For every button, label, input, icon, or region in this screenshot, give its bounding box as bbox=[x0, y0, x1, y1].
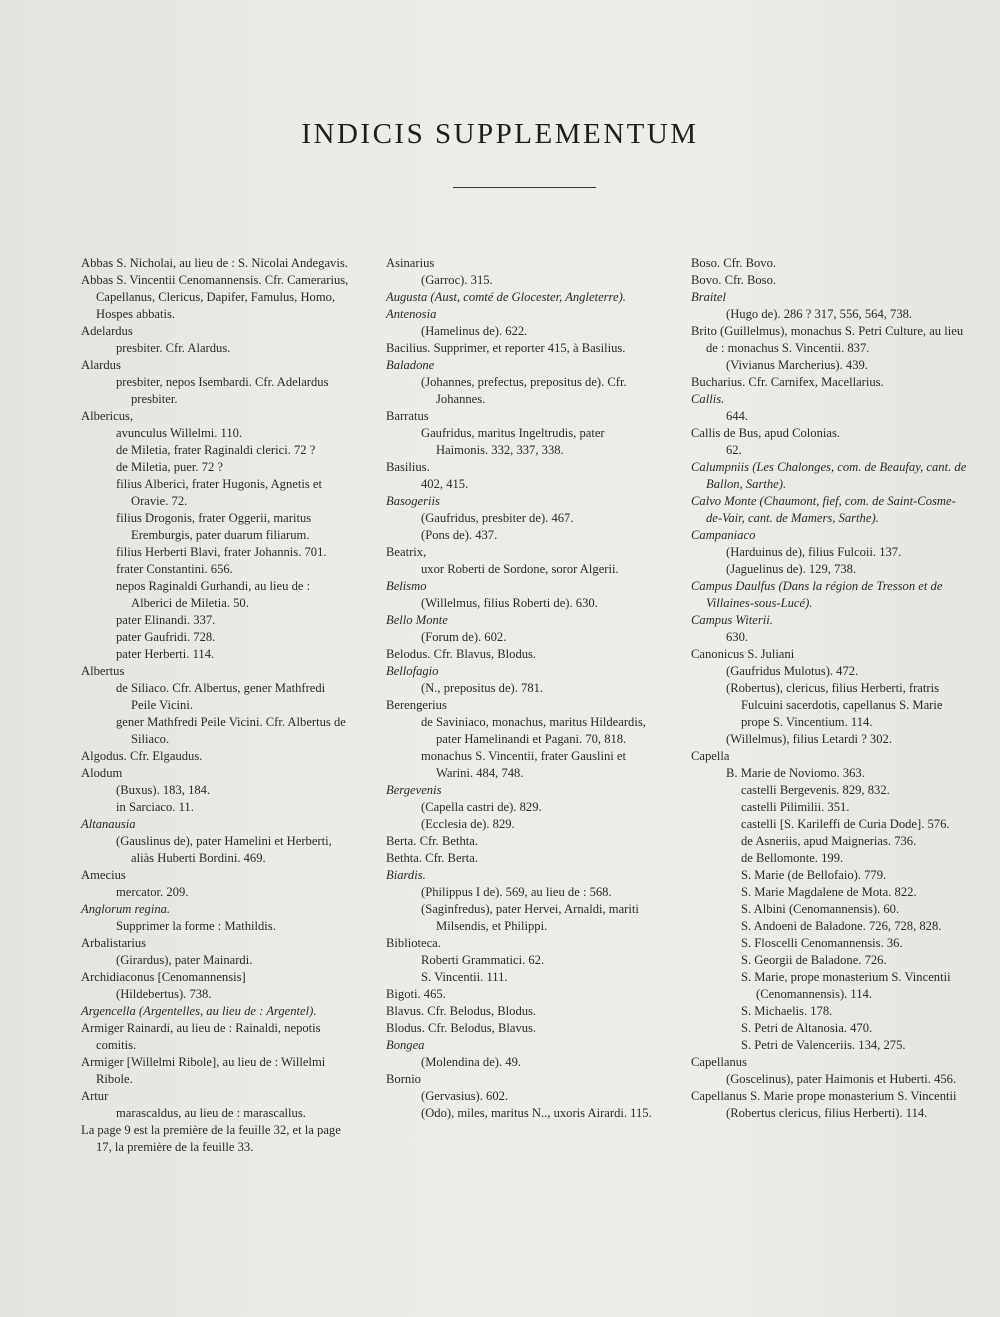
index-subentry: S. Georgii de Baladone. 726. bbox=[741, 953, 887, 967]
index-headword: Albericus, bbox=[81, 409, 134, 423]
index-subentry: S. Petri de Altanosia. 470. bbox=[741, 1021, 873, 1035]
index-subentry: de Siliaco. Cfr. Albertus, gener Mathfredi Peile Vicini. bbox=[116, 681, 326, 712]
index-subentry: monachus S. Vincentii, frater Gauslini et Warini. 484, 748. bbox=[421, 749, 627, 780]
index-subentry: (Hugo de). 286 ? 317, 556, 564, 738. bbox=[726, 307, 913, 321]
index-subentry: (Johannes, prefectus, prepositus de). Cfr. Johannes. bbox=[421, 375, 627, 406]
index-headword: Bigoti. 465. bbox=[386, 987, 446, 1001]
index-subentry: de Bellomonte. 199. bbox=[741, 851, 844, 865]
index-subentry: (Ecclesia de). 829. bbox=[421, 817, 515, 831]
index-subentry: presbiter. Cfr. Alardus. bbox=[116, 341, 231, 355]
index-subentry: S. Petri de Valenceriis. 134, 275. bbox=[741, 1038, 906, 1052]
index-headword: Bethta. Cfr. Berta. bbox=[386, 851, 478, 865]
index-subentry: 62. bbox=[726, 443, 742, 457]
index-headword: Bello Monte bbox=[386, 613, 448, 627]
index-subentry: (Gaufridus, presbiter de). 467. bbox=[421, 511, 574, 525]
index-subentry: frater Constantini. 656. bbox=[116, 562, 233, 576]
index-headword: Arbalistarius bbox=[81, 936, 147, 950]
index-subentry: gener Mathfredi Peile Vicini. Cfr. Albertus de Siliaco. bbox=[116, 715, 346, 746]
index-headword: Boso. Cfr. Bovo. bbox=[691, 256, 777, 270]
page-title: INDICIS SUPPLEMENTUM bbox=[301, 118, 699, 150]
index-headword: Bellofagio bbox=[386, 664, 439, 678]
index-headword: Calumpniis (Les Chalonges, com. de Beaufay, cant. de Ballon, Sarthe). bbox=[691, 460, 967, 491]
index-subentry: (Robertus), clericus, filius Herberti, fratris Fulcuini sacerdotis, capellanus S. Marie prope S. Vincentium. 114. bbox=[726, 681, 943, 729]
index-headword: Bovo. Cfr. Boso. bbox=[691, 273, 777, 287]
title-rule bbox=[453, 187, 596, 188]
index-headword: Adelardus bbox=[81, 324, 133, 338]
index-headword: Baladone bbox=[386, 358, 435, 372]
index-headword: Argencella (Argentelles, au lieu de : Argentel). bbox=[81, 1004, 317, 1018]
index-headword: Biardis. bbox=[386, 868, 426, 882]
index-headword: Braitel bbox=[691, 290, 726, 304]
index-headword: Armiger Rainardi, au lieu de : Rainaldi, nepotis comitis. bbox=[81, 1021, 321, 1052]
index-subentry: (Odo), miles, maritus N.., uxoris Airardi. 115. bbox=[421, 1106, 652, 1120]
index-subentry: (Girardus), pater Mainardi. bbox=[116, 953, 253, 967]
index-subentry: (Gervasius). 602. bbox=[421, 1089, 509, 1103]
index-subentry: pater Gaufridi. 728. bbox=[116, 630, 216, 644]
index-subentry: (Buxus). 183, 184. bbox=[116, 783, 211, 797]
index-subentry: de Saviniaco, monachus, maritus Hildeardis, pater Hamelinandi et Pagani. 70, 818. bbox=[421, 715, 646, 746]
index-headword: Berengerius bbox=[386, 698, 447, 712]
index-subentry: de Asneriis, apud Maignerias. 736. bbox=[741, 834, 917, 848]
index-headword: Algodus. Cfr. Elgaudus. bbox=[81, 749, 203, 763]
index-subentry: (Hildebertus). 738. bbox=[116, 987, 212, 1001]
index-subentry: filius Drogonis, frater Oggerii, maritus Eremburgis, pater duarum filiarum. bbox=[116, 511, 312, 542]
index-subentry: S. Vincentii. 111. bbox=[421, 970, 508, 984]
index-subentry: marascaldus, au lieu de : marascallus. bbox=[116, 1106, 306, 1120]
index-subentry: (Willelmus), filius Letardi ? 302. bbox=[726, 732, 892, 746]
index-subentry: 402, 415. bbox=[421, 477, 469, 491]
index-subentry: (Garroc). 315. bbox=[421, 273, 493, 287]
index-subentry: (Philippus I de). 569, au lieu de : 568. bbox=[421, 885, 612, 899]
index-subentry: (Gauslinus de), pater Hamelini et Herberti, aliàs Huberti Bordini. 469. bbox=[116, 834, 332, 865]
index-subentry: filius Alberici, frater Hugonis, Agnetis et Oravie. 72. bbox=[116, 477, 323, 508]
index-headword: Barratus bbox=[386, 409, 429, 423]
index-headword: Beatrix, bbox=[386, 545, 427, 559]
index-subentry: (Saginfredus), pater Hervei, Arnaldi, mariti Milsendis, et Philippi. bbox=[421, 902, 639, 933]
index-headword: Blavus. Cfr. Belodus, Blodus. bbox=[386, 1004, 537, 1018]
index-headword: Alardus bbox=[81, 358, 121, 372]
index-headword: La page 9 est la première de la feuille 32, et la page 17, la première de la feuille 33. bbox=[81, 1123, 341, 1154]
index-subentry: S. Marie Magdalene de Mota. 822. bbox=[741, 885, 917, 899]
index-subentry: de Miletia, puer. 72 ? bbox=[116, 460, 224, 474]
index-headword: Bucharius. Cfr. Carnifex, Macellarius. bbox=[691, 375, 884, 389]
index-headword: Abbas S. Nicholai, au lieu de : S. Nicolai Andegavis. bbox=[81, 256, 348, 270]
index-subentry: castelli Bergevenis. 829, 832. bbox=[741, 783, 890, 797]
index-subentry: S. Andoeni de Baladone. 726, 728, 828. bbox=[741, 919, 942, 933]
index-headword: Bergevenis bbox=[386, 783, 442, 797]
index-headword: Callis. bbox=[691, 392, 725, 406]
index-subentry: S. Marie (de Bellofaio). 779. bbox=[741, 868, 887, 882]
index-subentry: presbiter, nepos Isembardi. Cfr. Adelardus presbiter. bbox=[116, 375, 329, 406]
index-headword: Blodus. Cfr. Belodus, Blavus. bbox=[386, 1021, 537, 1035]
index-headword: Biblioteca. bbox=[386, 936, 441, 950]
index-subentry: Gaufridus, maritus Ingeltrudis, pater Haimonis. 332, 337, 338. bbox=[421, 426, 605, 457]
index-headword: Anglorum regina. bbox=[81, 902, 171, 916]
index-subentry: castelli Pilimilii. 351. bbox=[741, 800, 850, 814]
index-subentry: S. Michaelis. 178. bbox=[741, 1004, 833, 1018]
index-headword: Belodus. Cfr. Blavus, Blodus. bbox=[386, 647, 537, 661]
index-subentry: (Vivianus Marcherius). 439. bbox=[726, 358, 868, 372]
index-headword: Capella bbox=[691, 749, 730, 763]
index-subentry: S. Floscelli Cenomannensis. 36. bbox=[741, 936, 903, 950]
index-subentry: pater Elinandi. 337. bbox=[116, 613, 216, 627]
index-subentry: uxor Roberti de Sordone, soror Algerii. bbox=[421, 562, 619, 576]
index-subentry: in Sarciaco. 11. bbox=[116, 800, 194, 814]
index-subentry: (Pons de). 437. bbox=[421, 528, 498, 542]
index-subentry: Roberti Grammatici. 62. bbox=[421, 953, 545, 967]
index-subentry: avunculus Willelmi. 110. bbox=[116, 426, 243, 440]
index-headword: Berta. Cfr. Bethta. bbox=[386, 834, 478, 848]
index-subentry: mercator. 209. bbox=[116, 885, 189, 899]
index-headword: Brito (Guillelmus), monachus S. Petri Culture, au lieu de : monachus S. Vincentii. 837. bbox=[691, 324, 964, 355]
index-headword: Bornio bbox=[386, 1072, 421, 1086]
index-headword: Bacilius. Supprimer, et reporter 415, à Basilius. bbox=[386, 341, 626, 355]
index-headword: Asinarius bbox=[386, 256, 435, 270]
index-subentry: (Robertus clericus, filius Herberti). 114. bbox=[726, 1106, 928, 1120]
index-subentry: nepos Raginaldi Gurhandi, au lieu de : Alberici de Miletia. 50. bbox=[116, 579, 311, 610]
index-headword: Albertus bbox=[81, 664, 125, 678]
index-headword: Bongea bbox=[386, 1038, 425, 1052]
index-subentry: (Harduinus de), filius Fulcoii. 137. bbox=[726, 545, 902, 559]
index-column-1 bbox=[81, 255, 349, 1156]
index-subentry: (Willelmus, filius Roberti de). 630. bbox=[421, 596, 598, 610]
index-subentry: 644. bbox=[726, 409, 749, 423]
index-subentry: de Miletia, frater Raginaldi clerici. 72 ? bbox=[116, 443, 316, 457]
index-headword: Calvo Monte (Chaumont, fief, com. de Saint-Cosme-de-Vair, cant. de Mamers, Sarthe). bbox=[691, 494, 956, 525]
index-subentry: S. Marie, prope monasterium S. Vincentii (Cenomannensis). 114. bbox=[741, 970, 951, 1001]
index-headword: Basogeriis bbox=[386, 494, 440, 508]
index-subentry: (Capella castri de). 829. bbox=[421, 800, 542, 814]
index-headword: Armiger [Willelmi Ribole], au lieu de : Willelmi Ribole. bbox=[81, 1055, 326, 1086]
index-subentry: 630. bbox=[726, 630, 749, 644]
index-headword: Artur bbox=[81, 1089, 109, 1103]
index-subentry: B. Marie de Noviomo. 363. bbox=[726, 766, 865, 780]
index-headword: Augusta (Aust, comté de Glocester, Angleterre). bbox=[386, 290, 626, 304]
index-headword: Altanausia bbox=[81, 817, 136, 831]
index-headword: Canonicus S. Juliani bbox=[691, 647, 795, 661]
index-headword: Abbas S. Vincentii Cenomannensis. Cfr. Camerarius, Capellanus, Clericus, Dapifer, Famulus, Homo, Hospes abbatis. bbox=[81, 273, 349, 321]
index-subentry: (Gaufridus Mulotus). 472. bbox=[726, 664, 859, 678]
index-headword: Basilius. bbox=[386, 460, 430, 474]
index-subentry: castelli [S. Karileffi de Curia Dode]. 576. bbox=[741, 817, 950, 831]
index-subentry: (Forum de). 602. bbox=[421, 630, 507, 644]
index-subentry: (Hamelinus de). 622. bbox=[421, 324, 528, 338]
index-headword: Amecius bbox=[81, 868, 126, 882]
index-subentry: (N., prepositus de). 781. bbox=[421, 681, 544, 695]
index-headword: Campus Daulfus (Dans la région de Tresson et de Villaines-sous-Lucé). bbox=[691, 579, 943, 610]
index-headword: Capellanus S. Marie prope monasterium S. Vincentii bbox=[691, 1089, 957, 1103]
index-subentry: pater Herberti. 114. bbox=[116, 647, 215, 661]
index-headword: Capellanus bbox=[691, 1055, 747, 1069]
index-headword: Callis de Bus, apud Colonias. bbox=[691, 426, 841, 440]
index-subentry: Supprimer la forme : Mathildis. bbox=[116, 919, 276, 933]
index-subentry: (Molendina de). 49. bbox=[421, 1055, 522, 1069]
index-headword: Campus Witerii. bbox=[691, 613, 773, 627]
index-subentry: (Goscelinus), pater Haimonis et Huberti. 456. bbox=[726, 1072, 957, 1086]
index-column-2 bbox=[386, 255, 654, 1122]
index-headword: Alodum bbox=[81, 766, 123, 780]
index-headword: Campaniaco bbox=[691, 528, 756, 542]
index-headword: Antenosia bbox=[386, 307, 437, 321]
index-subentry: filius Herberti Blavi, frater Johannis. 701. bbox=[116, 545, 327, 559]
index-subentry: S. Albini (Cenomannensis). 60. bbox=[741, 902, 900, 916]
index-headword: Belismo bbox=[386, 579, 427, 593]
index-subentry: (Jaguelinus de). 129, 738. bbox=[726, 562, 857, 576]
index-column-3 bbox=[691, 255, 968, 1122]
index-headword: Archidiaconus [Cenomannensis] bbox=[81, 970, 246, 984]
